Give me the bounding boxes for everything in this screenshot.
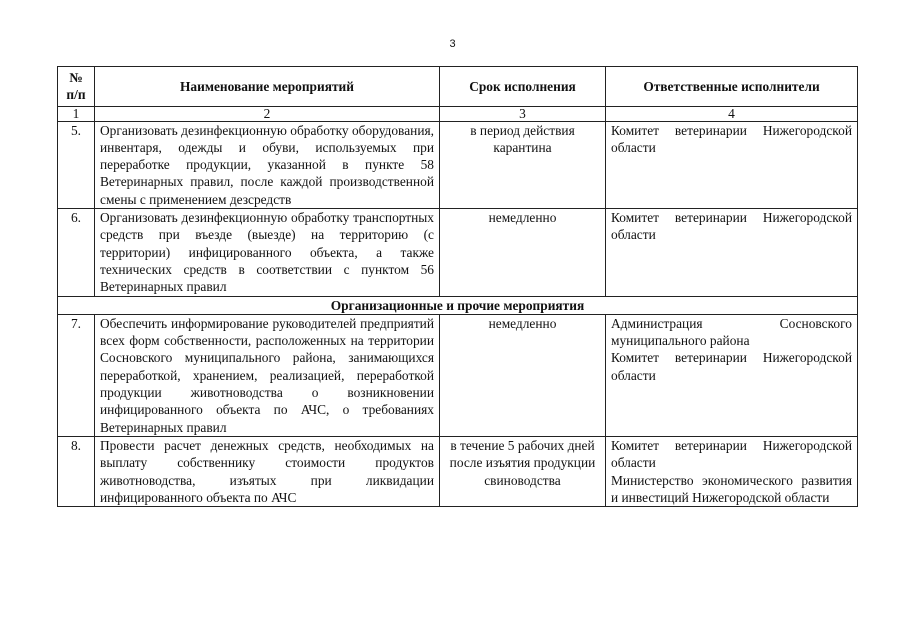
column-index: 4: [606, 106, 858, 121]
measures-table: [57, 66, 858, 507]
table-row: [58, 209, 858, 296]
column-index-row: [58, 106, 858, 121]
row-number: 6.: [58, 209, 95, 296]
executor-line: Комитет ветеринарии Нижегородской области: [611, 122, 852, 155]
executor-line: Комитет ветеринарии Нижегородской области: [611, 437, 852, 471]
measure-executors: [606, 209, 858, 296]
table-row: [58, 436, 858, 506]
measure-name: Провести расчет денежных средств, необходимых на выплату собственнику стоимости продуктов животноводства, изъятых при ликвидации инфицированного объекта по АЧС: [95, 436, 440, 506]
header-executors: Ответственные исполнители: [606, 67, 858, 107]
measure-executors: [606, 121, 858, 208]
header-term: Срок исполнения: [440, 67, 606, 107]
measure-term: в течение 5 рабочих дней после изъятия продукции свиноводства: [440, 436, 606, 506]
measure-executors: [606, 436, 858, 506]
header-number: № п/п: [58, 67, 95, 107]
executor-line: Администрация Сосновского муниципального района: [611, 315, 852, 349]
table-row: [58, 314, 858, 436]
measure-executors: [606, 314, 858, 436]
section-title: Организационные и прочие мероприятия: [58, 296, 858, 314]
column-index: 3: [440, 106, 606, 121]
measure-name: Организовать дезинфекционную обработку оборудования, инвентаря, одежды и обуви, используемых при переработке продукции, указанной в пункте 58 Ветеринарных правил, после каждой производственной смены с применением дезсредств: [95, 121, 440, 208]
measure-term: немедленно: [440, 314, 606, 436]
measure-name: Организовать дезинфекционную обработку транспортных средств при въезде (выезде) на территорию (с территории) инфицированного объекта, а также технических средств в соответствии с пунктом 56 Ветеринарных правил: [95, 209, 440, 296]
executor-line: Комитет ветеринарии Нижегородской области: [611, 350, 852, 383]
row-number: 8.: [58, 436, 95, 506]
header-measures: Наименование мероприятий: [95, 67, 440, 107]
measure-term: в период действия карантина: [440, 121, 606, 208]
executor-line: Министерство экономического развития и инвестиций Нижегородской области: [611, 472, 852, 505]
column-index: 2: [95, 106, 440, 121]
section-header-row: [58, 296, 858, 314]
measure-term: немедленно: [440, 209, 606, 296]
row-number: 7.: [58, 314, 95, 436]
executor-line: Комитет ветеринарии Нижегородской области: [611, 210, 852, 243]
column-index: 1: [58, 106, 95, 121]
table-header-row: [58, 67, 858, 107]
page-number: 3: [449, 38, 456, 50]
row-number: 5.: [58, 121, 95, 208]
measure-name: Обеспечить информирование руководителей предприятий всех форм собственности, расположенных на территории Сосновского муниципального района, занимающихся переработкой, хранением, реализацией, переработкой продукции животноводства о возникновении инфицированного объекта по АЧС, о требованиях Ветеринарных правил: [95, 314, 440, 436]
table-row: [58, 121, 858, 208]
